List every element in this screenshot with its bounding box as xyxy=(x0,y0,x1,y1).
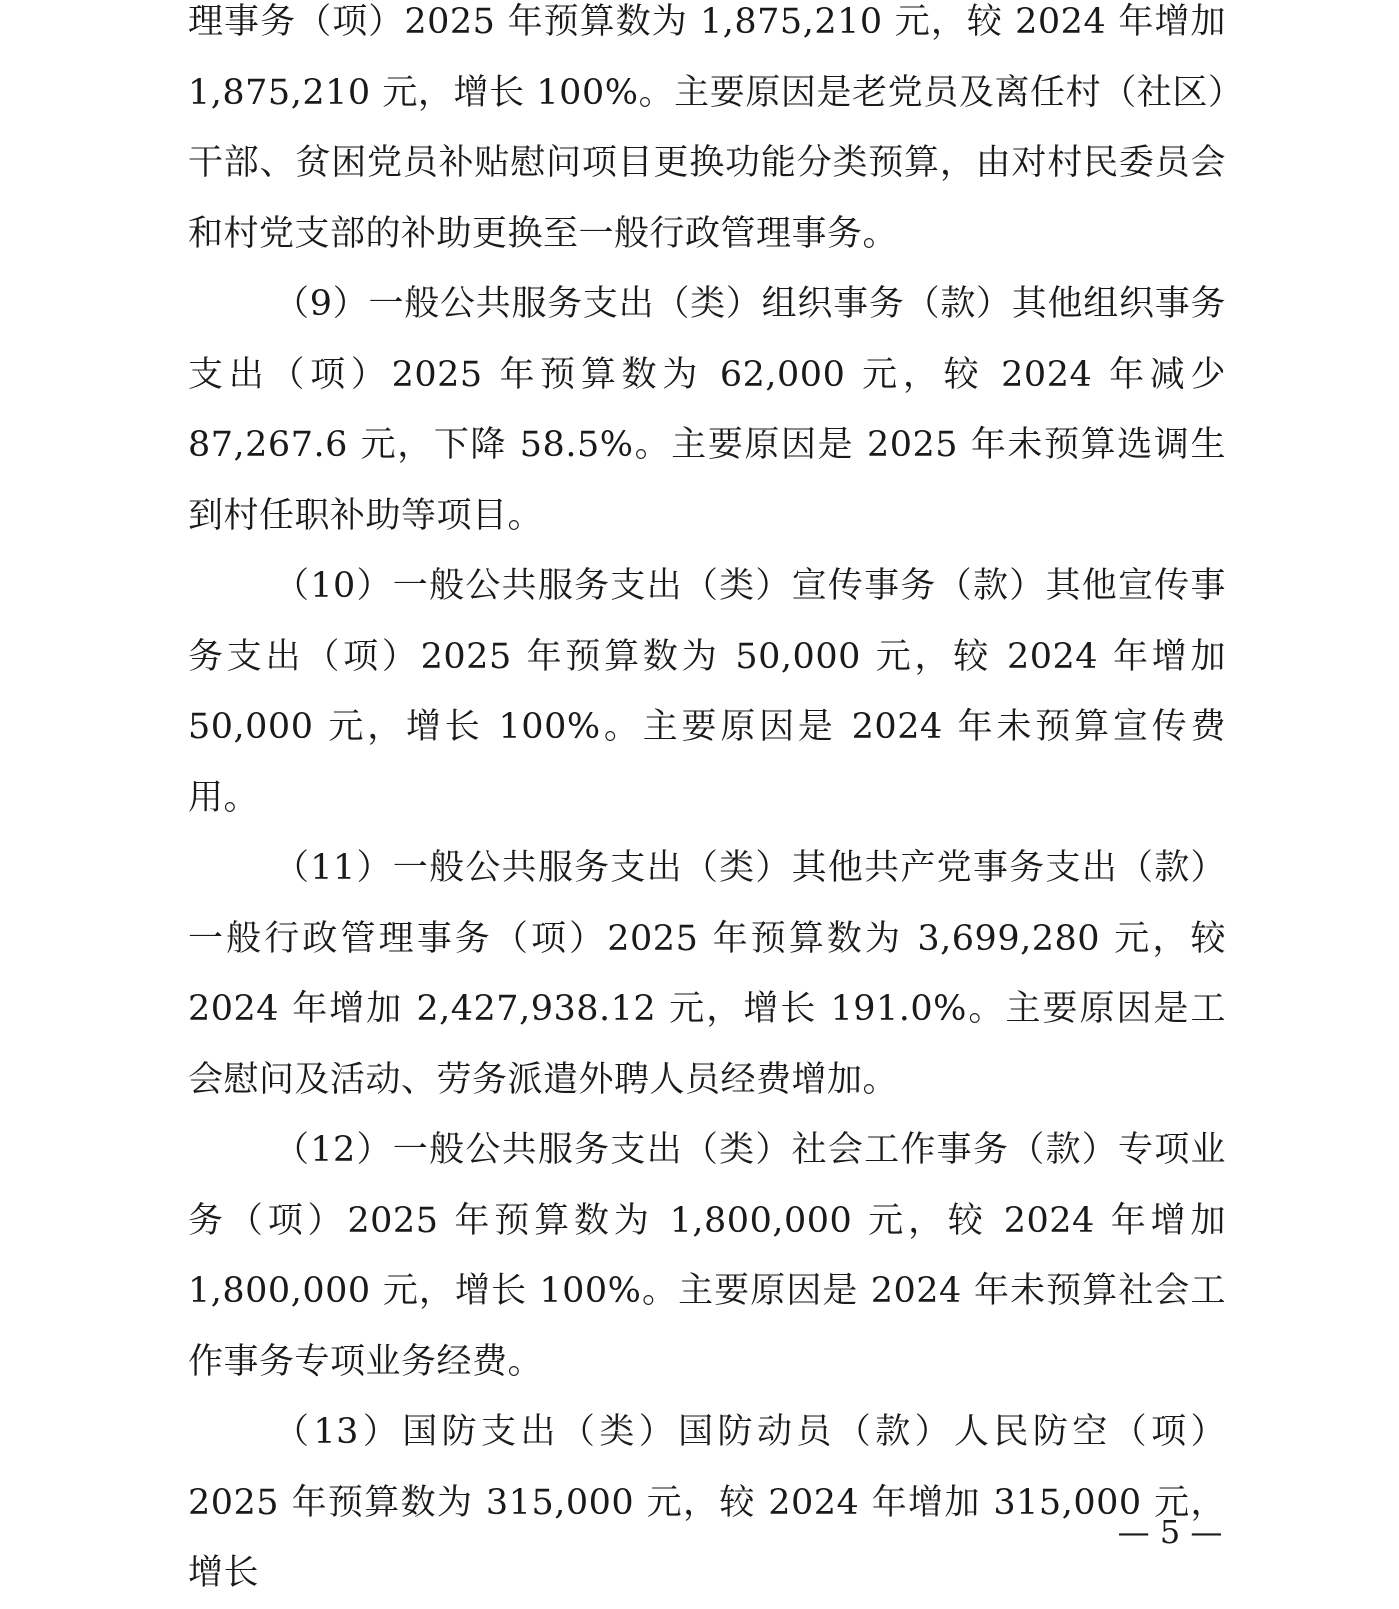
paragraph-8-continuation: 理事务（项）2025 年预算数为 1,875,210 元，较 2024 年增加 1,875,210 元，增长 100%。主要原因是老党员及离任村（社区）干部、贫困党员补贴慰问项目更换功能分类预算，由对村民委员会和村党支部的补助更换至一般行政管理事务。 xyxy=(188,2,1226,254)
paragraph-13: （13）国防支出（类）国防动员（款）人民防空（项）2025 年预算数为 315,000 元，较 2024 年增加 315,000 元，增长 xyxy=(188,1412,1226,1593)
paragraph-12: （12）一般公共服务支出（类）社会工作事务（款）专项业务（项）2025 年预算数为 1,800,000 元，较 2024 年增加 1,800,000 元，增长 100%。主要原因是 2024 年未预算社会工作事务专项业务经费。 xyxy=(188,1130,1226,1382)
paragraph-11: （11）一般公共服务支出（类）其他共产党事务支出（款）一般行政管理事务（项）2025 年预算数为 3,699,280 元，较 2024 年增加 2,427,938.12 元，增长 191.0%。主要原因是工会慰问及活动、劳务派遣外聘人员经费增加。 xyxy=(188,848,1226,1100)
body-text xyxy=(188,0,1226,1609)
page-number: — 5 — xyxy=(1117,1513,1223,1551)
paragraph-9: （9）一般公共服务支出（类）组织事务（款）其他组织事务支出（项）2025 年预算数为 62,000 元，较 2024 年减少 87,267.6 元，下降 58.5%。主要原因是 2025 年未预算选调生到村任职补助等项目。 xyxy=(188,284,1226,536)
paragraph-10: （10）一般公共服务支出（类）宣传事务（款）其他宣传事务支出（项）2025 年预算数为 50,000 元，较 2024 年增加 50,000 元，增长 100%。主要原因是 2024 年未预算宣传费用。 xyxy=(188,566,1226,818)
